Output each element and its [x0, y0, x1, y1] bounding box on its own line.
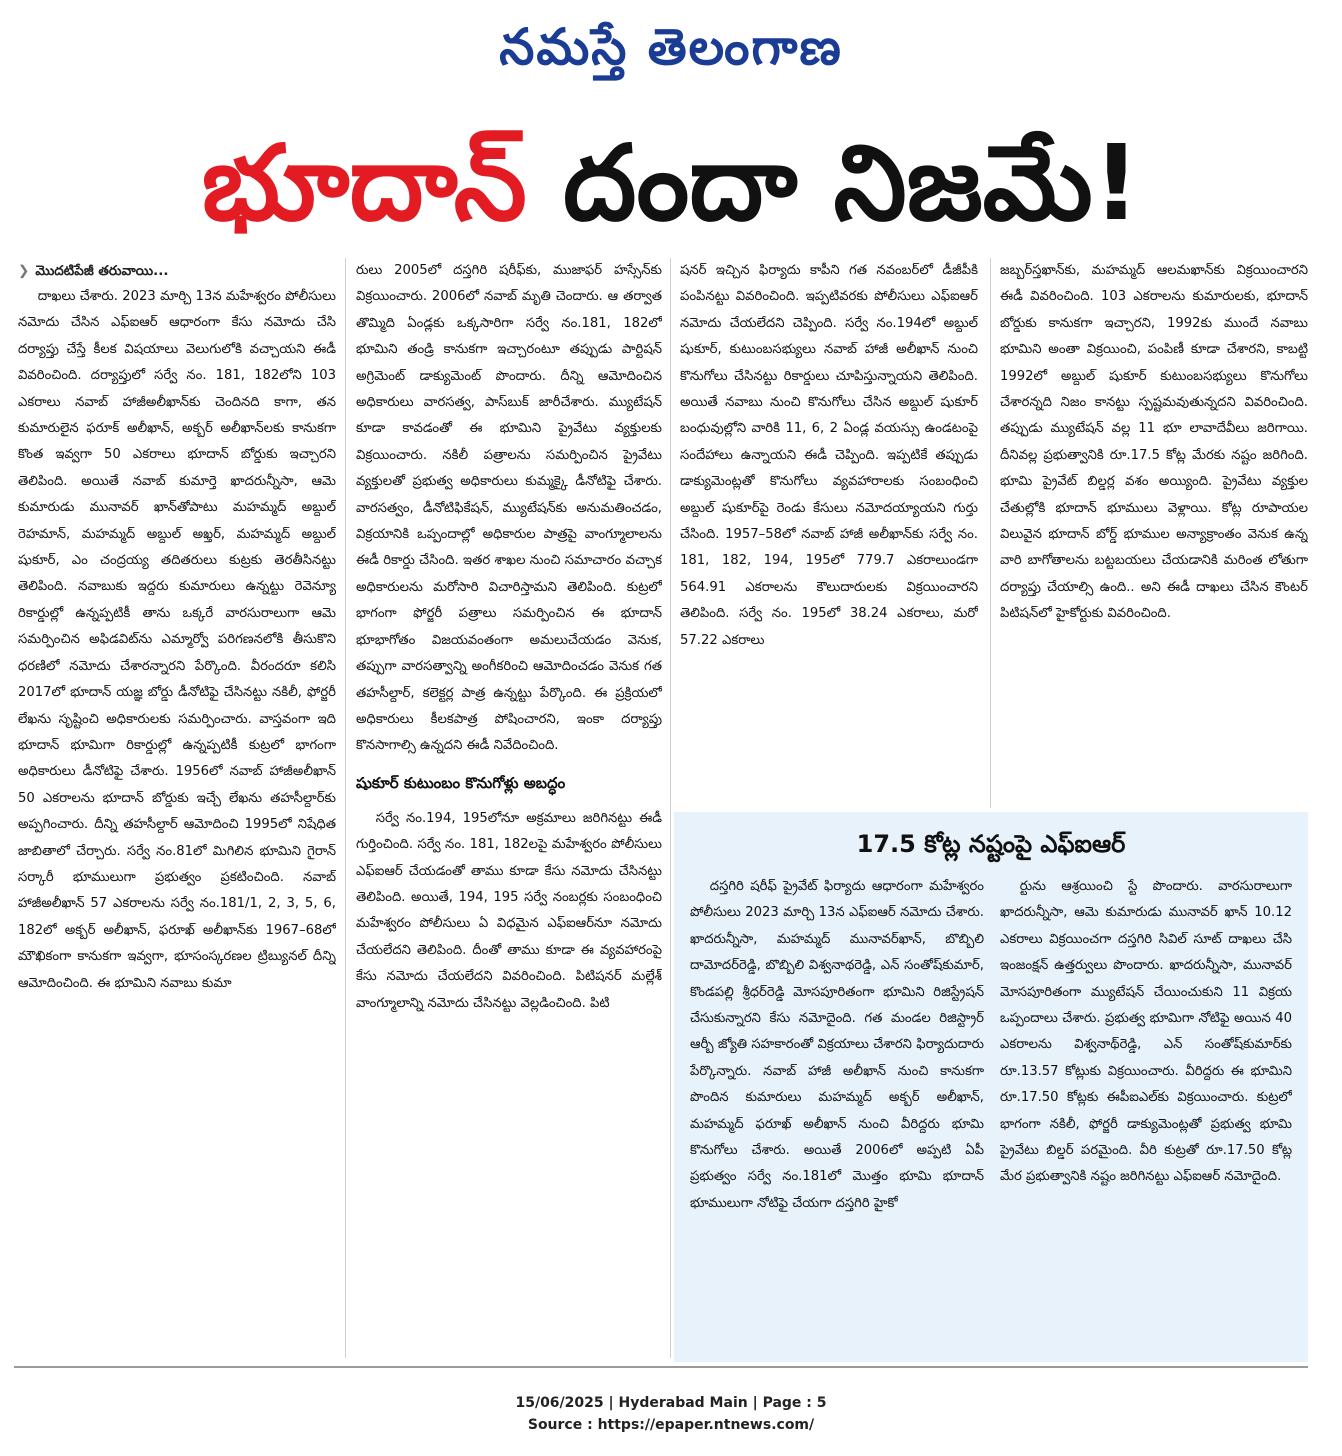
article-column-3	[680, 258, 978, 808]
headline-part-1: భూదాన్	[201, 122, 527, 244]
column-divider	[345, 258, 346, 1358]
box-column-right	[1000, 874, 1292, 1354]
column-2b-text: సర్వే నం.194, 195లోనూ అక్రమాలు జరిగినట్టు ఈడీ గుర్తించింది. సర్వే నం. 181, 182లపై మహేశ్వరం పోలీసులు ఎఫ్ఐఆర్ చేయడంతో తాము కూడా కేసు నమోదు చేసినట్టు తెలిపింది. అయితే, 194, 195 సర్వే నంబర్లకు సంబంధించి మహేశ్వరం పోలీసులు ఏ విధమైన ఎఫ్ఐఆర్‌నూ నమోదు చేయలేదని తెలిపింది. దీంతో తాము కూడా ఈ వ్యవహారంపై కేసు నమోదు చేయలేదని వివరించింది. పిటిషనర్ మల్లేశ్ వాంగ్మూలాన్ని నమోదు చేసినట్టు వెల్లడించింది. పిటి	[356, 810, 662, 1011]
footer-date-edition: 15/06/2025 | Hyderabad Main | Page : 5	[515, 1395, 827, 1411]
headline	[0, 118, 1342, 248]
column-4-text: జబ్బర్‌స్తఖాన్‌కు, మహమ్మద్ ఆలమఖాన్‌కు విక్రయించారని ఈడీ వివరించింది. 103 ఎకరాలను కుమారులకు, భూదాన్ బోర్డుకు కానుకగా ఇచ్చారని, 1992కు ముందే నవాబు భూమిని అంతా విక్రయించి, పంపిణీ కూడా చేశారని, కాబట్టి 1992లో అబ్దుల్ షుకూర్ కుటుంబసభ్యులు కొనుగోలు చేశారన్నది నిజం కానట్టు స్పష్టమవుతున్నదని వివరించింది. తప్పుడు మ్యుటేషన్ వల్ల 11 భూ లావాదేవీలు జరిగాయి. దీనివల్ల ప్రభుత్వానికి రూ.17.5 కోట్ల మేరకు నష్టం జరిగింది. భూమి ప్రైవేట్ బిల్డర్ల వశం అయ్యింది. ప్రైవేటు వ్యక్తుల చేతుల్లోకి భూదాన్ భూములు వెళ్లాయి. కోట్ల రూపాయల విలువైన భూదాన్ బోర్డ్ భూముల అన్యాక్రాంతం వెనుక ఉన్న వారి బాగోతాలను బట్టబయలు చేయడానికి మరింత లోతుగా దర్యాప్తు చేయాల్సి ఉంది.. అని ఈడీ దాఖలు చేసిన కౌంటర్ పిటిషన్‌లో హైకోర్టుకు వివరించింది.	[1000, 263, 1308, 622]
column-2-text: రులు 2005లో దస్తగిరి షరీఫ్‌కు, ముజాఫర్ హస్సేన్‌కు విక్రయించారు. 2006లో నవాబ్ మృతి చెందారు. ఆ తర్వాత తొమ్మిది ఏండ్లకు ఒక్కసారిగా సర్వే నం.181, 182లో భూమిని తండ్రి కానుకగా ఇచ్చారంటూ తప్పుడు పార్టిషన్ అగ్రిమెంట్ డాక్యుమెంట్ పొందారు. దీన్ని ఆమోదించిన అధికారులు వారసత్వ, పాస్‌బుక్ జారీచేశారు. మ్యుటేషన్ కూడా కావడంతో ఈ భూమిని ప్రైవేటు వ్యక్తులకు విక్రయించారు. నకిలీ పత్రాలను సమర్పించిన ప్రైవేటు వ్యక్తులతో ప్రభుత్వ అధికారులు కుమ్మక్కై డీనోటిఫై చేశారు. వారసత్వం, డీనోటిఫికేషన్, మ్యుటేషన్‌కు అనుమతించడం, విక్రయానికి ఒప్పందాల్లో అధికారుల పాత్రపై వాంగ్మూలాలను ఈడీ రికార్డు చేసింది. ఇతర శాఖల నుంచి సమాచారం వచ్చాక అధికారులను మరోసారి విచారిస్తామని తెలిపింది. కుట్రలో భాగంగా ఫోర్జరీ పత్రాలు సమర్పించిన ఈ భూదాన్ భూభాగోతం విజయవంతంగా అమలుచేయడం వెనుక, తప్పుగా వారసత్వాన్ని అంగీకరించి ఆమోదించడం వెనుక గత తహసీల్దార్, కలెక్టర్ల పాత్ర ఉన్నట్టు పేర్కొంది. ఈ ప్రక్రియలో అధికారులు కీలకపాత్ర పోషించారని, ఇంకా దర్యాప్తు కొనసాగాల్సి ఉన్నదని ఈడీ నివేదించింది.	[356, 263, 662, 754]
article-column-4	[1000, 258, 1308, 808]
column-divider	[670, 258, 671, 1358]
column-1-text: దాఖలు చేశారు. 2023 మార్చి 13న మహేశ్వరం పోలీసులు నమోదు చేసిన ఎఫ్ఐఆర్ ఆధారంగా కేసు నమోదు చేసి దర్యాప్తు చేస్తే కీలక విషయాలు వెలుగులోకి వచ్చాయని ఈడీ వివరించింది. దర్యాప్తులో సర్వే నం. 181, 182లోని 103 ఎకరాలు నవాబ్ హాజీఅలీఖాన్‌కు చెందినది కాగా, తన కుమారులైన ఫరూక్ అలీఖాన్, అక్బర్ అలీఖాన్‌లకు కానుకగా కొంత ఇవ్వగా 50 ఎకరాలు భూదాన్ బోర్డుకు ఇచ్చారని తెలిపింది. అయితే నవాబ్ కుమార్తె ఖాదరున్నీసా, ఆమె కుమారుడు మునావర్ ఖాన్‌తోపాటు మహమ్మద్ అబ్దుల్ రెహమాన్, మహమ్మద్ అబ్దుల్ అఖ్తర్, మహమ్మద్ అబ్దుల్ షుకూర్, ఎం చంద్రయ్య తదితరులు కుట్రకు తెరతీసినట్టు తెలిపింది. నవాబుకు ఇద్దరు కుమారులు ఉన్నట్టు రెవెన్యూ రికార్డుల్లో ఉన్నప్పటికీ తాను ఒక్కరే వారసురాలుగా ఆమె సమర్పించిన అఫిడవిట్‌ను ఎమ్మార్వో పరిగణనలోకి తీసుకొని ధరణిలో నమోదు చేశారన్నారని పేర్కొంది. వీరందరూ కలిసి 2017లో భూదాన్ యజ్ఞ బోర్డు డీనోటిఫై చేసినట్టు నకిలీ, ఫోర్జరీ లేఖను సృష్టించి అధికారులకు సమర్పించారు. వాస్తవంగా ఇది భూదాన్ భూమిగా రికార్డుల్లో ఉన్నప్పటికీ కుట్రలో భాగంగా అధికారులు డీనోటిఫై చేశారు. 1956లో నవాబ్ హాజీఅలీఖాన్ 50 ఎకరాలను భూదాన్ బోర్డుకు ఇచ్చే లేఖను తహసీల్దార్‌కు అప్పగించారు. దీన్ని తహసీల్దార్ ఆమోదించి 1995లో నిషేధిత జాబితాలో చేర్చారు. సర్వే నం.81లో మిగిలిన భూమిని గైరాన్ సర్కారీ భూములుగా ప్రభుత్వం ప్రకటించింది. నవాబ్ హాజీఅలీఖాన్ 57 ఎకరాలను సర్వే నం.181/1, 2, 3, 5, 6, 182లో అక్బర్ అలీఖాన్, ఫరూఖ్ అలీఖాన్‌కు 1967–68లో మౌఖికంగా కానుకగా ఇవ్వగా, భూసంస్కరణల ట్రిబ్యునల్ దీన్ని ఆమోదించింది. ఈ భూమిని నవాబు కుమా	[18, 289, 336, 991]
article-column-1	[18, 258, 336, 1358]
column-3-text: షనర్ ఇచ్చిన ఫిర్యాదు కాపీని గత నవంబర్‌లో డీజీపీకి పంపినట్టు వివరించింది. ఇప్పటివరకు పోలీసులు ఎఫ్ఐఆర్ నమోదు చేయలేదని చెప్పింది. సర్వే నం.194లో అబ్దుల్ షుకూర్, కుటుంబసభ్యులు నవాబ్ హాజీ అలీఖాన్ నుంచి కొనుగోలు చేసినట్టు రికార్డులు చూపిస్తున్నాయని తెలిపింది. అయితే నవాబు నుంచి కొనుగోలు చేసిన అబ్దుల్ షుకూర్ బంధువుల్లోని వారికి 11, 6, 2 ఏండ్ల వయస్సు ఉండటంపై సందేహాలు ఉన్నాయని ఈడీ చెప్పింది. ఇప్పటికే తప్పుడు డాక్యుమెంట్లతో కొనుగోలు వ్యవహారాలకు సంబంధించి అబ్దుల్ షుకూర్‌పై రెండు కేసులు నమోదయ్యాయని గుర్తు చేసింది. 1957–58లో నవాబ్ హాజీ అలీఖాన్‌కు సర్వే నం. 181, 182, 194, 195లో 779.7 ఎకరాలుండగా 564.91 ఎకరాలను కౌలుదారులకు విక్రయించారని తెలిపింది. సర్వే నం. 195లో 38.24 ఎకరాలు, మరో 57.22 ఎకరాలు	[680, 263, 978, 648]
masthead-logo: నమస్తే తెలంగాణ	[499, 18, 843, 76]
continuation-kicker	[18, 258, 336, 284]
article-column-2	[356, 258, 662, 1358]
bottom-divider	[14, 1366, 1308, 1368]
chevron-right-icon: ❯	[18, 263, 30, 279]
box-title: 17.5 కోట్ల నష్టంపై ఎఫ్ఐఆర్	[856, 830, 1126, 858]
column-2-subhead: షుకూర్ కుటుంబం కొనుగోళ్లు అబద్ధం	[356, 773, 566, 792]
page-footer	[0, 1392, 1342, 1436]
column-divider	[990, 258, 991, 808]
box-column-left	[690, 874, 984, 1354]
headline-part-2: దందా నిజమే!	[563, 122, 1141, 244]
box-left-text: దస్తగిరి షరీఫ్ ప్రైవేట్ ఫిర్యాదు ఆధారంగా మహేశ్వరం పోలీసులు 2023 మార్చి 13న ఎఫ్ఐఆర్ నమోదు చేశారు. ఖాదరున్నీసా, మహమ్మద్ మునావర్‌ఖాన్, బొబ్బిలి దామోదర్‌రెడ్డి, బొబ్బిలి విశ్వనాథరెడ్డి, ఎన్ సంతోష్‌కుమార్, కొండపల్లి శ్రీధర్‌రెడ్డి మోసపూరితంగా భూమిని రిజిస్ట్రేషన్ చేసుకున్నారని కేసు నమోదైంది. గత మండల రిజిస్ట్రార్ ఆర్బీ జ్యోతి సహకారంతో విక్రయాలు చేశారని ఫిర్యాదుదారు పేర్కొన్నారు. నవాబ్ హాజీ అలీఖాన్ నుంచి కానుకగా పొందిన కుమారులు మహమ్మద్ అక్బర్ అలీఖాన్, మహమ్మద్ ఫరూఖ్ అలీఖాన్ నుంచి వీరిద్దరు భూమి కొనుగోలు చేశారు. అయితే 2006లో అప్పటి ఏపీ ప్రభుత్వం సర్వే నం.181లో మొత్తం భూమి భూదాన్ భూములుగా నోటిఫై చేయగా దస్తగిరి హైకో	[690, 879, 984, 1211]
box-right-text: ర్టును ఆశ్రయించి స్టే పొందారు. వారసురాలుగా ఖాదరున్నీసా, ఆమె కుమారుడు మునావర్ ఖాన్ 10.12 ఎకరాలు విక్రయించగా దస్తగిరి సివిల్ సూట్ దాఖలు చేసి ఇంజంక్షన్ ఉత్తర్వులు పొందారు. ఖాదరున్నీసా, మునావర్ మోసపూరితంగా మ్యుటేషన్ చేయించుకుని 11 విక్రయ ఒప్పందాలు చేశారు. ప్రభుత్వ భూమిగా నోటిఫై అయిన 40 ఎకరాలను విశ్వనాథ్‌రెడ్డి, ఎన్ సంతోష్‌కుమార్‌కు రూ.13.57 కోట్లుకు విక్రయించారు. వీరిద్దరు ఈ భూమిని రూ.17.50 కోట్లకు ఈపీఐఎల్‌కు విక్రయించారు. కుట్రలో భాగంగా నకిలీ, ఫోర్జరీ డాక్యుమెంట్లతో ప్రభుత్వ భూమి ప్రైవేటు బిల్డర్ పరమైంది. వీరి కుట్రతో రూ.17.50 కోట్ల మేర ప్రభుత్వానికి నష్టం జరిగినట్టు ఎఫ్ఐఆర్ నమోదైంది.	[1000, 879, 1292, 1185]
footer-source: Source : https://epaper.ntnews.com/	[527, 1417, 815, 1433]
kicker-text: మొదటిపేజీ తరువాయి...	[35, 263, 169, 279]
